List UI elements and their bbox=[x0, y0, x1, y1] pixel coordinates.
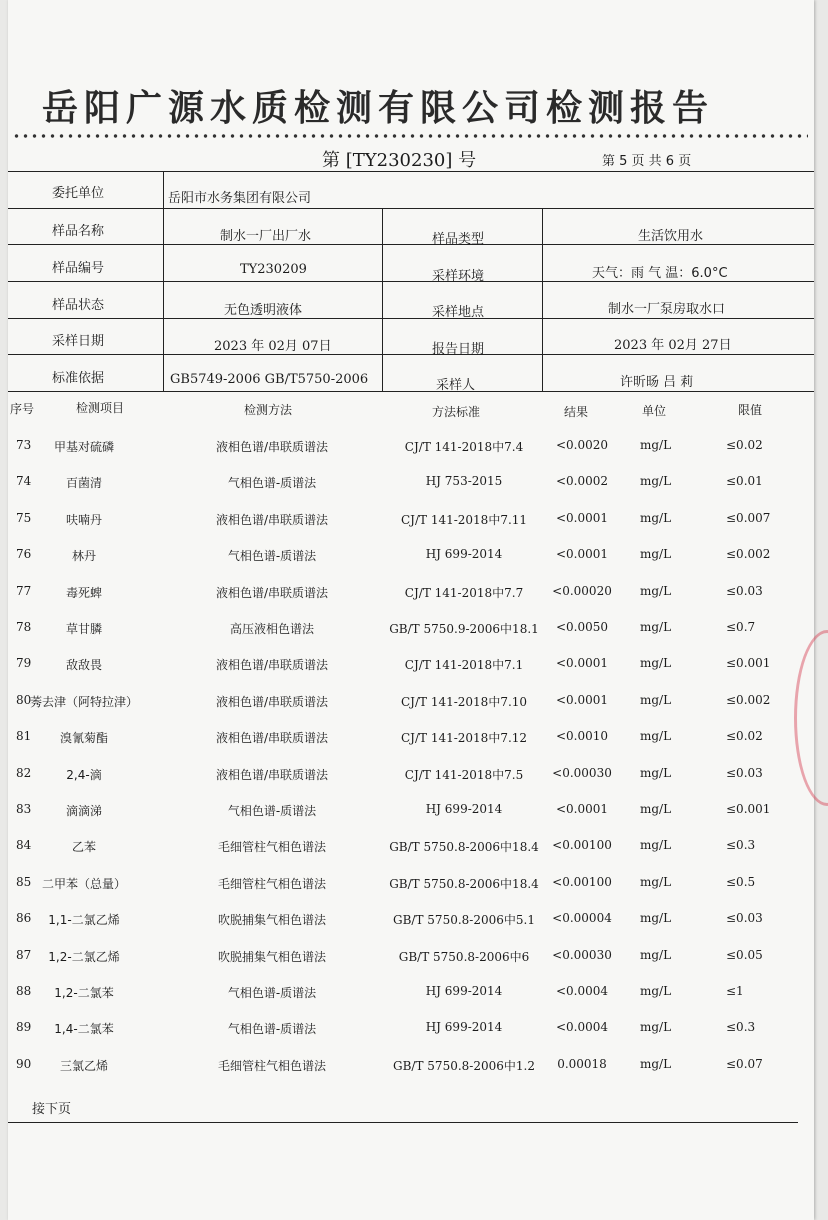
cell-standard: HJ 753-2015 bbox=[425, 474, 503, 489]
cell-no: 84 bbox=[16, 838, 32, 853]
dotted-divider bbox=[12, 133, 808, 139]
cell-result: 0.00018 bbox=[557, 1056, 607, 1071]
state-label: 样品状态 bbox=[52, 298, 105, 313]
cell-standard: CJ/T 141-2018中7.12 bbox=[400, 731, 528, 746]
state-value: 无色透明液体 bbox=[224, 303, 303, 318]
cell-standard: GB/T 5750.8-2006中18.4 bbox=[389, 876, 539, 891]
cell-no: 77 bbox=[16, 583, 32, 598]
cell-no: 73 bbox=[16, 438, 32, 452]
cell-limit: ≤0.02 bbox=[726, 438, 763, 452]
table-row bbox=[8, 867, 814, 903]
sample-name-value: 制水一厂出厂水 bbox=[220, 229, 312, 244]
cell-method: 吹脱捕集气相色谱法 bbox=[217, 913, 327, 928]
cell-result: <0.0001 bbox=[555, 802, 609, 816]
cell-unit: mg/L bbox=[640, 656, 672, 671]
cell-unit: mg/L bbox=[640, 874, 672, 889]
bottom-line bbox=[8, 1122, 798, 1123]
cell-limit: ≤0.02 bbox=[726, 729, 763, 744]
client-label: 委托单位 bbox=[52, 186, 105, 201]
report-date-label: 报告日期 bbox=[432, 342, 485, 357]
table-row bbox=[8, 503, 814, 539]
cell-unit: mg/L bbox=[640, 547, 672, 562]
table-row bbox=[8, 794, 814, 830]
cell-limit: ≤0.03 bbox=[726, 583, 763, 598]
standard-label: 标准依据 bbox=[52, 371, 105, 386]
cell-method: 毛细管柱气相色谱法 bbox=[217, 1058, 327, 1073]
cell-method: 气相色谱-质谱法 bbox=[227, 804, 317, 818]
cell-limit: ≤0.01 bbox=[726, 474, 763, 489]
col-header-limit: 限值 bbox=[738, 403, 763, 417]
cell-result: <0.00004 bbox=[552, 911, 612, 926]
cell-item: 1,2-二氯乙烯 bbox=[48, 949, 120, 964]
page-info: 第 5 页 共 6 页 bbox=[602, 154, 692, 169]
cell-limit: ≤0.07 bbox=[726, 1056, 763, 1071]
cell-limit: ≤0.03 bbox=[726, 765, 763, 780]
cell-no: 87 bbox=[16, 947, 32, 962]
table-row bbox=[8, 685, 814, 721]
sample-date-label: 采样日期 bbox=[52, 334, 105, 349]
cell-unit: mg/L bbox=[640, 583, 672, 598]
sample-type-value: 生活饮用水 bbox=[638, 229, 704, 244]
cell-result: <0.0004 bbox=[555, 984, 609, 998]
cell-standard: GB/T 5750.8-2006中5.1 bbox=[393, 913, 535, 928]
table-row bbox=[8, 758, 814, 794]
cell-item: 草甘膦 bbox=[65, 622, 103, 636]
cell-standard: CJ/T 141-2018中7.1 bbox=[404, 658, 524, 673]
cell-unit: mg/L bbox=[640, 838, 672, 853]
sample-date-value: 2023 年 02月 07日 bbox=[214, 339, 332, 354]
col-header-result: 结果 bbox=[564, 405, 589, 419]
sample-no-label: 样品编号 bbox=[52, 261, 105, 276]
grid-line bbox=[163, 171, 164, 391]
grid-line bbox=[8, 354, 814, 355]
cell-limit: ≤0.7 bbox=[726, 620, 756, 634]
cell-result: <0.00030 bbox=[552, 947, 612, 962]
grid-line bbox=[8, 281, 814, 282]
table-row bbox=[8, 721, 814, 757]
grid-line bbox=[8, 208, 814, 209]
cell-unit: mg/L bbox=[640, 510, 672, 525]
cell-unit: mg/L bbox=[640, 620, 672, 634]
cell-method: 液相色谱/串联质谱法 bbox=[215, 512, 329, 527]
cell-method: 气相色谱-质谱法 bbox=[227, 476, 317, 491]
cell-method: 液相色谱/串联质谱法 bbox=[215, 694, 329, 709]
cell-limit: ≤0.03 bbox=[726, 911, 763, 926]
grid-line bbox=[8, 391, 814, 392]
cell-result: <0.0001 bbox=[555, 547, 609, 562]
cell-method: 液相色谱/串联质谱法 bbox=[215, 658, 329, 673]
cell-item: 毒死蜱 bbox=[65, 585, 103, 600]
cell-method: 液相色谱/串联质谱法 bbox=[215, 731, 329, 746]
cell-limit: ≤0.007 bbox=[726, 510, 771, 525]
cell-standard: HJ 699-2014 bbox=[425, 802, 503, 816]
cell-standard: GB/T 5750.8-2006中6 bbox=[398, 949, 530, 964]
cell-limit: ≤0.05 bbox=[726, 947, 763, 962]
cell-result: <0.0020 bbox=[555, 438, 609, 452]
env-label: 采样环境 bbox=[432, 269, 485, 284]
sampler-label: 采样人 bbox=[436, 378, 476, 393]
cell-no: 85 bbox=[16, 874, 32, 889]
cell-result: <0.0002 bbox=[555, 474, 609, 489]
cell-item: 2,4-滴 bbox=[66, 767, 102, 782]
report-number: 第 [TY230230] 号 bbox=[322, 150, 477, 171]
cell-standard: GB/T 5750.9-2006中18.1 bbox=[389, 622, 539, 636]
cell-result: <0.0010 bbox=[555, 729, 609, 744]
cell-limit: ≤0.3 bbox=[726, 838, 756, 853]
col-header-no: 序号 bbox=[10, 402, 35, 416]
cell-method: 液相色谱/串联质谱法 bbox=[215, 440, 329, 454]
cell-result: <0.00100 bbox=[552, 874, 612, 889]
cell-unit: mg/L bbox=[640, 1056, 672, 1071]
cell-result: <0.00030 bbox=[552, 765, 612, 780]
col-header-method: 检测方法 bbox=[244, 403, 293, 417]
cell-result: <0.0004 bbox=[555, 1020, 609, 1035]
cell-no: 76 bbox=[16, 547, 32, 562]
cell-item: 二甲苯（总量） bbox=[41, 876, 127, 891]
cell-result: <0.0001 bbox=[555, 510, 609, 525]
cell-no: 75 bbox=[16, 510, 32, 525]
cell-standard: CJ/T 141-2018中7.4 bbox=[404, 440, 524, 454]
site-label: 采样地点 bbox=[432, 305, 485, 320]
cell-method: 毛细管柱气相色谱法 bbox=[217, 876, 327, 891]
grid-line bbox=[382, 208, 383, 391]
cell-unit: mg/L bbox=[640, 984, 672, 998]
continued-note: 接下页 bbox=[32, 1102, 72, 1117]
site-value: 制水一厂泵房取水口 bbox=[608, 302, 726, 317]
cell-item: 溴氰菊酯 bbox=[59, 731, 109, 746]
cell-limit: ≤0.001 bbox=[726, 802, 771, 816]
sample-name-label: 样品名称 bbox=[52, 224, 105, 239]
cell-standard: CJ/T 141-2018中7.11 bbox=[400, 512, 528, 527]
cell-unit: mg/L bbox=[640, 438, 672, 452]
cell-standard: CJ/T 141-2018中7.10 bbox=[400, 694, 528, 709]
report-title: 岳阳广源水质检测有限公司检测报告 bbox=[42, 88, 715, 129]
cell-item: 1,1-二氯乙烯 bbox=[48, 913, 120, 928]
cell-result: <0.00020 bbox=[552, 583, 612, 598]
sample-no-value: TY230209 bbox=[240, 262, 307, 277]
cell-unit: mg/L bbox=[640, 765, 672, 780]
cell-no: 88 bbox=[16, 984, 32, 998]
cell-no: 89 bbox=[16, 1020, 32, 1035]
cell-no: 90 bbox=[16, 1056, 32, 1071]
cell-standard: CJ/T 141-2018中7.5 bbox=[404, 767, 524, 782]
cell-unit: mg/L bbox=[640, 474, 672, 489]
cell-no: 82 bbox=[16, 765, 32, 780]
cell-standard: HJ 699-2014 bbox=[425, 984, 503, 998]
cell-no: 74 bbox=[16, 474, 32, 489]
cell-result: <0.0050 bbox=[555, 620, 609, 634]
cell-result: <0.00100 bbox=[552, 838, 612, 853]
cell-item: 甲基对硫磷 bbox=[53, 440, 115, 454]
sample-type-label: 样品类型 bbox=[432, 232, 485, 247]
cell-standard: GB/T 5750.8-2006中18.4 bbox=[389, 840, 539, 855]
cell-item: 林丹 bbox=[71, 549, 97, 564]
cell-no: 83 bbox=[16, 802, 32, 816]
cell-item: 1,2-二氯苯 bbox=[54, 986, 114, 1000]
cell-limit: ≤0.002 bbox=[726, 692, 771, 707]
env-value: 天气：雨 气 温：6.0°C bbox=[592, 266, 728, 281]
cell-method: 气相色谱-质谱法 bbox=[227, 549, 317, 564]
cell-unit: mg/L bbox=[640, 729, 672, 744]
col-header-unit: 单位 bbox=[642, 404, 667, 418]
table-row bbox=[8, 940, 814, 976]
cell-no: 81 bbox=[16, 729, 32, 744]
cell-method: 吹脱捕集气相色谱法 bbox=[217, 949, 327, 964]
table-row bbox=[8, 1012, 814, 1048]
cell-standard: CJ/T 141-2018中7.7 bbox=[404, 585, 524, 600]
table-row bbox=[8, 1049, 814, 1085]
cell-no: 80 bbox=[16, 692, 32, 707]
cell-unit: mg/L bbox=[640, 947, 672, 962]
grid-line bbox=[8, 171, 814, 172]
cell-item: 乙苯 bbox=[71, 840, 97, 855]
table-row bbox=[8, 430, 814, 466]
report-page bbox=[8, 0, 814, 1220]
table-row bbox=[8, 539, 814, 575]
cell-limit: ≤0.002 bbox=[726, 547, 771, 562]
cell-limit: ≤0.001 bbox=[726, 656, 771, 671]
cell-limit: ≤0.5 bbox=[726, 874, 756, 889]
cell-method: 气相色谱-质谱法 bbox=[227, 1022, 317, 1037]
table-row bbox=[8, 576, 814, 612]
grid-line bbox=[542, 208, 543, 391]
cell-item: 敌敌畏 bbox=[65, 658, 103, 673]
table-row bbox=[8, 466, 814, 502]
cell-standard: HJ 699-2014 bbox=[425, 1020, 503, 1035]
cell-no: 86 bbox=[16, 911, 32, 926]
cell-method: 高压液相色谱法 bbox=[229, 622, 315, 636]
table-row bbox=[8, 976, 814, 1012]
cell-item: 1,4-二氯苯 bbox=[54, 1022, 114, 1037]
table-row bbox=[8, 612, 814, 648]
cell-item: 滴滴涕 bbox=[65, 804, 103, 818]
cell-method: 毛细管柱气相色谱法 bbox=[217, 840, 327, 855]
cell-limit: ≤0.3 bbox=[726, 1020, 756, 1035]
cell-no: 78 bbox=[16, 620, 32, 634]
cell-item: 莠去津（阿特拉津） bbox=[29, 694, 139, 709]
grid-line bbox=[8, 318, 814, 319]
cell-method: 气相色谱-质谱法 bbox=[227, 986, 317, 1000]
cell-item: 百菌清 bbox=[65, 476, 103, 491]
client-value: 岳阳市水务集团有限公司 bbox=[168, 191, 312, 206]
table-row bbox=[8, 830, 814, 866]
cell-result: <0.0001 bbox=[555, 692, 609, 707]
cell-no: 79 bbox=[16, 656, 32, 671]
col-header-item: 检测项目 bbox=[76, 401, 125, 415]
table-row bbox=[8, 903, 814, 939]
cell-method: 液相色谱/串联质谱法 bbox=[215, 585, 329, 600]
cell-unit: mg/L bbox=[640, 911, 672, 926]
cell-standard: GB/T 5750.8-2006中1.2 bbox=[393, 1058, 535, 1073]
cell-unit: mg/L bbox=[640, 802, 672, 816]
cell-unit: mg/L bbox=[640, 1020, 672, 1035]
cell-item: 三氯乙烯 bbox=[59, 1058, 109, 1073]
cell-standard: HJ 699-2014 bbox=[425, 547, 503, 562]
grid-line bbox=[8, 244, 814, 245]
cell-limit: ≤1 bbox=[726, 984, 744, 998]
cell-result: <0.0001 bbox=[555, 656, 609, 671]
col-header-standard: 方法标准 bbox=[432, 405, 481, 419]
cell-unit: mg/L bbox=[640, 692, 672, 707]
standard-value: GB5749-2006 GB/T5750-2006 bbox=[170, 372, 369, 387]
sampler-value: 许昕旸 吕 莉 bbox=[620, 375, 694, 390]
cell-method: 液相色谱/串联质谱法 bbox=[215, 767, 329, 782]
cell-item: 呋喃丹 bbox=[65, 512, 103, 527]
report-date-value: 2023 年 02月 27日 bbox=[614, 338, 732, 353]
table-row bbox=[8, 648, 814, 684]
